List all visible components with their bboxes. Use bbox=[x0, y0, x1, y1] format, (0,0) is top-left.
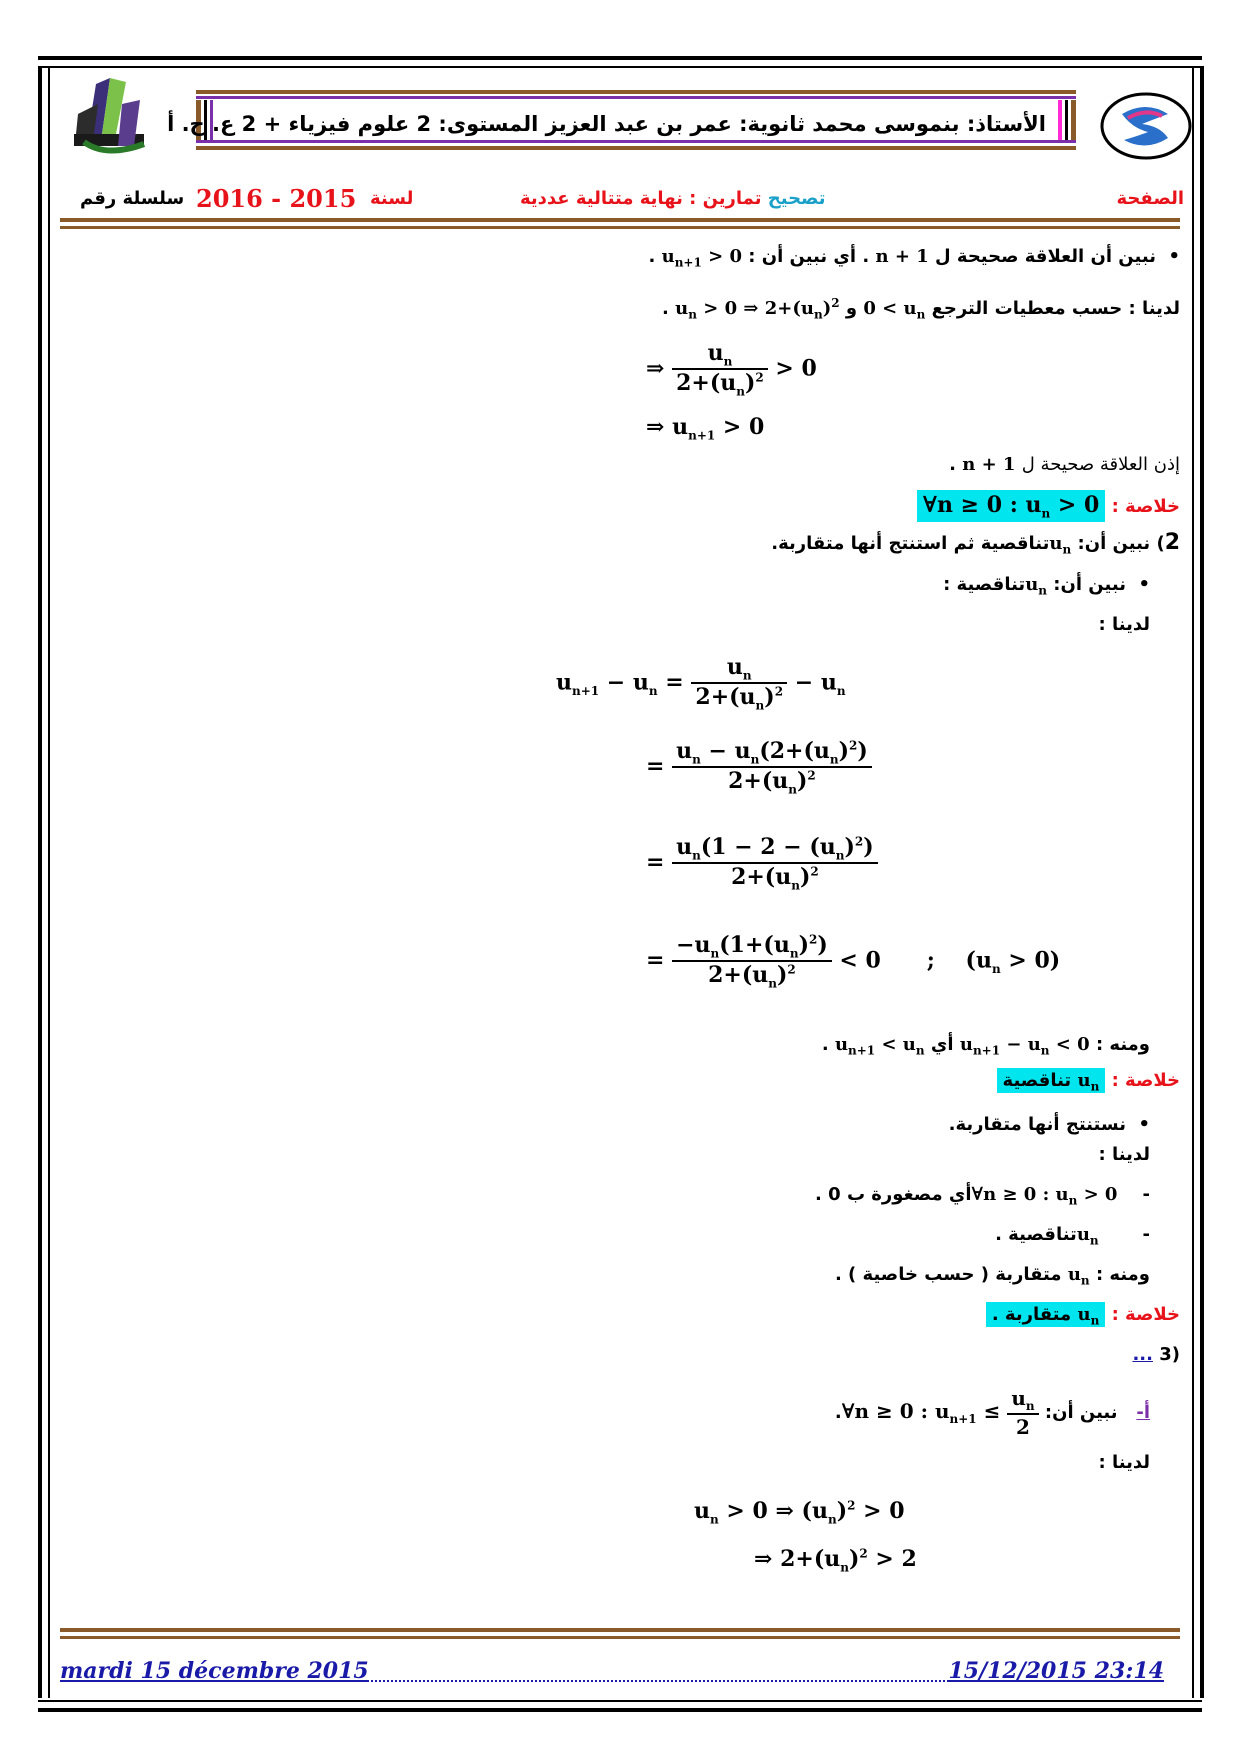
footer-date: mardi 15 décembre 2015 bbox=[60, 1658, 369, 1684]
separator-top2 bbox=[60, 226, 1180, 229]
year-label: لسنة bbox=[370, 188, 414, 209]
header-line-bottom2 bbox=[196, 146, 1076, 150]
line-deduce: • نستنتج أنها متقاربة. bbox=[948, 1114, 1150, 1135]
page-label: الصفحة bbox=[1116, 188, 1184, 209]
question-2: 2) نبين أن: $u_nتناقصية$ ثم استنتج أنها متقاربة. bbox=[771, 530, 1180, 557]
header-title: الأستاذ: بنموسى محمد ثانوية: عمر بن عبد العزيز المستوى: 2 علوم فيزياء + 2 ع. ح. أ bbox=[167, 112, 1046, 136]
eq-square-positive: $u_n > 0$ ⇒ $(u_n)^2 > 0$ bbox=[694, 1498, 905, 1527]
page-frame-right bbox=[1192, 66, 1204, 1698]
eq-diff-3: = $\frac{u_n(1 - 2 - (u_n)^2)}{2+(u_n)^2}$ bbox=[646, 834, 878, 893]
separator-top bbox=[60, 218, 1180, 222]
line-prove-n1: • نبين أن العلاقة صحيحة ل n + 1 . أي نبين أن : $u_{n+1} > 0$ . bbox=[648, 246, 1180, 270]
separator-bottom bbox=[60, 1628, 1180, 1632]
conclusion-positive: خلاصة : ∀n ≥ 0 : $u_n > 0$ bbox=[917, 490, 1180, 522]
footer-dots bbox=[300, 1680, 980, 1682]
header-line-top bbox=[196, 90, 1076, 94]
line-hence-conv: ومنه : $u_n$ متقاربة ( حسب خاصية ) . bbox=[834, 1264, 1150, 1288]
line-hence-decr: ومنه : $u_{n+1} - u_n < 0$ أي $u_{n+1} < u_n$ . bbox=[821, 1034, 1150, 1058]
footer-timestamp: 15/12/2015 23:14 bbox=[948, 1658, 1164, 1684]
have-2: لدينا : bbox=[1098, 1144, 1150, 1165]
logo-right bbox=[1098, 90, 1194, 162]
line-true-n1: إذن العلاقة صحيحة ل n + 1 . bbox=[949, 454, 1180, 475]
school-year: 2016 - 2015 bbox=[196, 184, 357, 213]
conclusion-decreasing: خلاصة : $u_n$ تناقصية bbox=[997, 1070, 1180, 1094]
question-3: (3 ... bbox=[1132, 1344, 1180, 1365]
question-3a: أ- نبين أن: ∀n ≥ 0 : $u_{n+1}$ ≤ $\frac{u_n}{2}$ . bbox=[834, 1386, 1150, 1439]
page-frame-top bbox=[38, 56, 1202, 68]
logo-left bbox=[66, 74, 166, 160]
page-frame-left bbox=[38, 66, 50, 1698]
lesson-title: تصحيح تمارين : نهاية متتالية عددية bbox=[520, 188, 826, 209]
series-label: سلسلة رقم bbox=[80, 188, 185, 209]
eq-diff-1: $u_{n+1} - u_n$ = $\frac{u_n}{2+(u_n)^2}$ − $u_n$ bbox=[556, 654, 846, 713]
line-minored: - ∀n ≥ 0 : $u_n$ > 0أي مصغورة ب 0 . bbox=[815, 1184, 1150, 1208]
eq-denominator-gt-2: ⇒ $2+(u_n)^2 > 2$ bbox=[754, 1546, 917, 1575]
eq-un1-positive: ⇒ $u_{n+1} > 0$ bbox=[646, 414, 765, 443]
conclusion-convergent: خلاصة : $u_n$ متقاربة . bbox=[986, 1304, 1180, 1328]
have-1: لدينا : bbox=[1098, 614, 1150, 635]
eq-diff-2: = $\frac{u_n - u_n(2+(u_n)^2)}{2+(u_n)^2}$ bbox=[646, 738, 872, 797]
line-have-recurrence: لدينا : حسب معطيات الترجع $0 < u_n$ و $u_n > 0$ ⇒ $2+(u_n)^2$ . bbox=[662, 296, 1180, 322]
separator-bottom2 bbox=[60, 1636, 1180, 1639]
eq-fraction-positive: ⇒ $\frac{u_n}{2+(u_n)^2}$ > 0 bbox=[646, 340, 817, 399]
header-line-bottom bbox=[196, 140, 1076, 143]
have-3: لدينا : bbox=[1098, 1452, 1150, 1473]
header-banner bbox=[167, 90, 1076, 152]
eq-diff-4: = $\frac{-u_n(1+(u_n)^2)}{2+(u_n)^2}$ < 0 ; $(u_n > 0)$ bbox=[646, 932, 1061, 991]
line-prove-decr: • نبين أن: $u_nتناقصية$ : bbox=[943, 574, 1150, 598]
line-decr: - $u_nتناقصية$ . bbox=[995, 1224, 1150, 1248]
header-line-top2 bbox=[196, 96, 1076, 99]
page-frame-bottom bbox=[38, 1700, 1202, 1712]
